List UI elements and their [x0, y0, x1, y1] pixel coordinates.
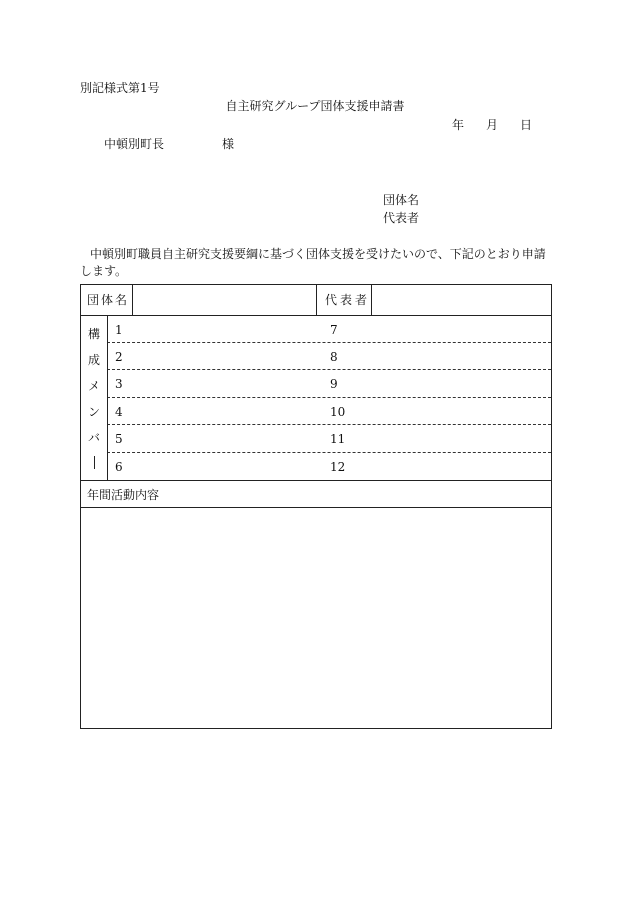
- members-label-char: メ: [87, 379, 100, 393]
- table-dashed-rule: [107, 342, 551, 343]
- member-number: 2: [115, 350, 123, 364]
- member-number: 6: [115, 460, 123, 474]
- member-number: 11: [330, 432, 346, 446]
- members-label: [81, 315, 107, 480]
- table-rule: [316, 285, 317, 315]
- member-number: 9: [330, 377, 338, 391]
- member-number: 8: [330, 350, 338, 364]
- member-number: 7: [330, 323, 338, 337]
- table-dashed-rule: [107, 452, 551, 453]
- application-table: [80, 284, 552, 729]
- member-number: 12: [330, 460, 346, 474]
- member-number: 1: [115, 323, 123, 337]
- representative-field[interactable]: [372, 286, 550, 314]
- table-dashed-rule: [107, 424, 551, 425]
- applicant-org-name-label: 団体名: [383, 193, 420, 207]
- representative-header: 代表者: [325, 293, 371, 307]
- table-dashed-rule: [107, 397, 551, 398]
- application-statement: 中頓別町職員自主研究支援要綱に基づく団体支援を受けたいので、下記のとおり申請します。: [80, 247, 546, 278]
- member-number: 4: [115, 405, 123, 419]
- date-day-label: 日: [520, 118, 533, 132]
- members-label-char: ン: [87, 405, 100, 419]
- annual-activity-field[interactable]: [82, 508, 550, 727]
- date-month-label: 月: [486, 118, 499, 132]
- addressee-name: 中頓別町長: [104, 137, 165, 151]
- applicant-representative-label: 代表者: [383, 211, 420, 225]
- members-label-char: 成: [87, 353, 100, 367]
- member-number: 5: [115, 432, 123, 446]
- members-label-char: 構: [87, 327, 100, 341]
- org-name-header: 団体名: [87, 293, 130, 307]
- long-vowel-mark: [94, 456, 95, 469]
- addressee: [104, 136, 234, 152]
- addressee-honorific: 様: [222, 137, 235, 151]
- members-label-char: バ: [87, 431, 100, 445]
- member-number: 3: [115, 377, 123, 391]
- table-rule: [81, 480, 551, 481]
- org-name-field[interactable]: [133, 286, 315, 314]
- annual-activity-label: 年間活動内容: [87, 488, 160, 502]
- date-line: [452, 117, 532, 133]
- date-year-label: 年: [452, 118, 465, 132]
- form-number: 別記様式第1号: [80, 81, 160, 95]
- table-rule: [81, 315, 551, 316]
- document-title: 自主研究グループ団体支援申請書: [225, 99, 405, 113]
- member-number: 10: [330, 405, 346, 419]
- table-rule: [107, 315, 108, 480]
- table-dashed-rule: [107, 369, 551, 370]
